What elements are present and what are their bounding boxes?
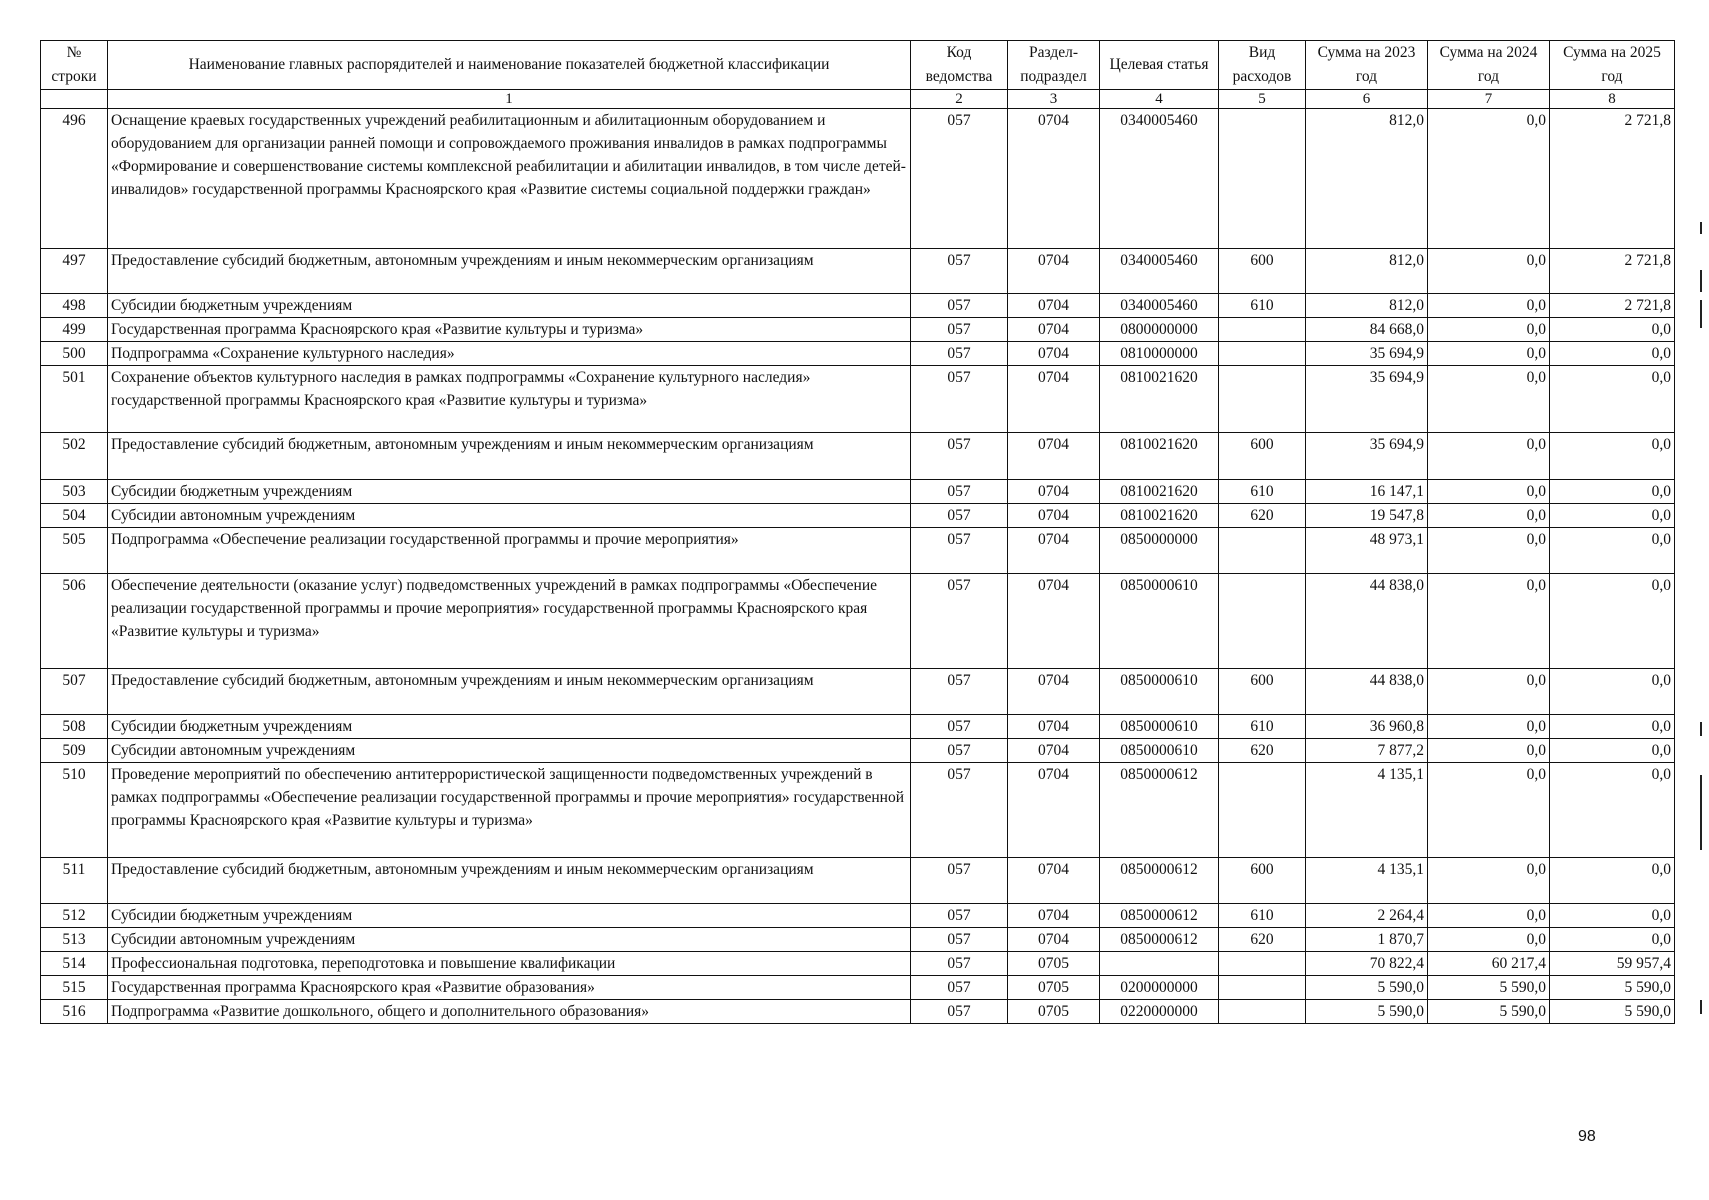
row-statya: 0810021620: [1100, 433, 1219, 480]
row-sum-2023: 19 547,8: [1306, 504, 1428, 528]
row-vid: 600: [1219, 669, 1306, 715]
row-sum-2024: 0,0: [1428, 574, 1550, 669]
row-vid: [1219, 574, 1306, 669]
header-vedomstvo: Код ведомства: [911, 41, 1008, 90]
column-number: 3: [1008, 90, 1100, 109]
row-sum-2025: 0,0: [1550, 669, 1675, 715]
row-sum-2025: 0,0: [1550, 366, 1675, 433]
row-vid: 610: [1219, 904, 1306, 928]
row-razdel: 0704: [1008, 366, 1100, 433]
row-sum-2023: 70 822,4: [1306, 952, 1428, 976]
row-vid: [1219, 763, 1306, 858]
row-sum-2025: 59 957,4: [1550, 952, 1675, 976]
row-number: 512: [41, 904, 108, 928]
table-row: [41, 528, 1675, 574]
row-vedomstvo: 057: [911, 739, 1008, 763]
edge-mark: [1700, 1000, 1702, 1014]
row-vid: 620: [1219, 504, 1306, 528]
row-statya: 0850000612: [1100, 763, 1219, 858]
row-sum-2023: 5 590,0: [1306, 1000, 1428, 1024]
row-name: Подпрограмма «Развитие дошкольного, общего и дополнительного образования»: [108, 1000, 911, 1024]
row-statya: 0810021620: [1100, 480, 1219, 504]
row-razdel: 0704: [1008, 433, 1100, 480]
table-row: [41, 574, 1675, 669]
row-statya: 0850000612: [1100, 904, 1219, 928]
row-vedomstvo: 057: [911, 904, 1008, 928]
column-number: 4: [1100, 90, 1219, 109]
row-name: Субсидии бюджетным учреждениям: [108, 294, 911, 318]
row-vedomstvo: 057: [911, 976, 1008, 1000]
table-row: [41, 318, 1675, 342]
table-row: [41, 249, 1675, 294]
row-number: 503: [41, 480, 108, 504]
table-header: [41, 41, 1675, 109]
header-razdel: Раздел-подраздел: [1008, 41, 1100, 90]
row-sum-2025: 0,0: [1550, 904, 1675, 928]
table-row: [41, 976, 1675, 1000]
column-number: 6: [1306, 90, 1428, 109]
row-razdel: 0704: [1008, 480, 1100, 504]
row-sum-2024: 0,0: [1428, 715, 1550, 739]
row-number: 510: [41, 763, 108, 858]
row-name: Государственная программа Красноярского края «Развитие культуры и туризма»: [108, 318, 911, 342]
row-sum-2023: 4 135,1: [1306, 858, 1428, 904]
row-statya: [1100, 952, 1219, 976]
row-name: Субсидии автономным учреждениям: [108, 504, 911, 528]
row-sum-2024: 0,0: [1428, 528, 1550, 574]
table-body: [41, 109, 1675, 1024]
row-razdel: 0704: [1008, 528, 1100, 574]
header-sum-2025: Сумма на 2025 год: [1550, 41, 1675, 90]
row-sum-2024: 0,0: [1428, 318, 1550, 342]
row-statya: 0340005460: [1100, 249, 1219, 294]
edge-mark: [1700, 722, 1702, 736]
table-row: [41, 1000, 1675, 1024]
row-vedomstvo: 057: [911, 858, 1008, 904]
row-vedomstvo: 057: [911, 574, 1008, 669]
row-sum-2024: 0,0: [1428, 109, 1550, 249]
edge-mark: [1700, 222, 1702, 234]
row-sum-2023: 48 973,1: [1306, 528, 1428, 574]
row-name: Подпрограмма «Обеспечение реализации государственной программы и прочие мероприятия»: [108, 528, 911, 574]
header-statya: Целевая статья: [1100, 41, 1219, 90]
row-vid: 610: [1219, 480, 1306, 504]
row-vid: 600: [1219, 249, 1306, 294]
row-sum-2024: 5 590,0: [1428, 1000, 1550, 1024]
table-row: [41, 715, 1675, 739]
column-number: 1: [108, 90, 911, 109]
header-name: Наименование главных распорядителей и наименование показателей бюджетной классификации: [108, 41, 911, 90]
row-name: Обеспечение деятельности (оказание услуг) подведомственных учреждений в рамках подпрограммы «Обеспечение реализации государственной программы и прочие мероприятия» государственной программы Красноярского края «Развитие культуры и туризма»: [108, 574, 911, 669]
row-sum-2025: 5 590,0: [1550, 1000, 1675, 1024]
column-number: 5: [1219, 90, 1306, 109]
table-row: [41, 480, 1675, 504]
row-number: 515: [41, 976, 108, 1000]
row-sum-2024: 0,0: [1428, 763, 1550, 858]
header-row: [41, 41, 1675, 90]
row-name: Субсидии бюджетным учреждениям: [108, 715, 911, 739]
row-statya: 0850000000: [1100, 528, 1219, 574]
row-name: Подпрограмма «Сохранение культурного наследия»: [108, 342, 911, 366]
row-number: 507: [41, 669, 108, 715]
row-vedomstvo: 057: [911, 763, 1008, 858]
row-statya: 0810021620: [1100, 504, 1219, 528]
row-sum-2023: 44 838,0: [1306, 669, 1428, 715]
row-vedomstvo: 057: [911, 433, 1008, 480]
row-vid: [1219, 318, 1306, 342]
row-sum-2024: 0,0: [1428, 249, 1550, 294]
table-row: [41, 366, 1675, 433]
row-sum-2025: 0,0: [1550, 739, 1675, 763]
header-row-number: № строки: [41, 41, 108, 90]
row-statya: 0810021620: [1100, 366, 1219, 433]
table-row: [41, 904, 1675, 928]
row-sum-2025: 0,0: [1550, 342, 1675, 366]
row-razdel: 0704: [1008, 715, 1100, 739]
row-sum-2025: 2 721,8: [1550, 109, 1675, 249]
row-number: 506: [41, 574, 108, 669]
row-razdel: 0705: [1008, 1000, 1100, 1024]
row-vid: 620: [1219, 739, 1306, 763]
header-vid: Вид расходов: [1219, 41, 1306, 90]
row-statya: 0850000612: [1100, 858, 1219, 904]
row-statya: 0850000610: [1100, 715, 1219, 739]
row-sum-2024: 0,0: [1428, 669, 1550, 715]
row-sum-2023: 16 147,1: [1306, 480, 1428, 504]
row-razdel: 0704: [1008, 928, 1100, 952]
row-sum-2025: 2 721,8: [1550, 249, 1675, 294]
row-razdel: 0704: [1008, 904, 1100, 928]
row-sum-2023: 812,0: [1306, 109, 1428, 249]
row-vid: 620: [1219, 928, 1306, 952]
row-vid: [1219, 952, 1306, 976]
row-number: 511: [41, 858, 108, 904]
table-row: [41, 763, 1675, 858]
row-statya: 0850000610: [1100, 574, 1219, 669]
row-name: Предоставление субсидий бюджетным, автономным учреждениям и иным некоммерческим организациям: [108, 433, 911, 480]
row-sum-2024: 0,0: [1428, 904, 1550, 928]
row-vid: 600: [1219, 858, 1306, 904]
table-row: [41, 928, 1675, 952]
row-sum-2025: 0,0: [1550, 318, 1675, 342]
table-row: [41, 433, 1675, 480]
column-number: [41, 90, 108, 109]
row-sum-2023: 812,0: [1306, 294, 1428, 318]
row-sum-2025: 2 721,8: [1550, 294, 1675, 318]
column-number: 8: [1550, 90, 1675, 109]
row-name: Предоставление субсидий бюджетным, автономным учреждениям и иным некоммерческим организациям: [108, 858, 911, 904]
table-row: [41, 669, 1675, 715]
row-vedomstvo: 057: [911, 715, 1008, 739]
table-row: [41, 109, 1675, 249]
row-statya: 0800000000: [1100, 318, 1219, 342]
row-sum-2024: 0,0: [1428, 504, 1550, 528]
row-number: 496: [41, 109, 108, 249]
row-vedomstvo: 057: [911, 318, 1008, 342]
table-row: [41, 858, 1675, 904]
row-number: 505: [41, 528, 108, 574]
row-razdel: 0705: [1008, 952, 1100, 976]
row-sum-2023: 35 694,9: [1306, 342, 1428, 366]
row-sum-2025: 5 590,0: [1550, 976, 1675, 1000]
row-vid: [1219, 109, 1306, 249]
row-razdel: 0704: [1008, 109, 1100, 249]
row-vid: [1219, 342, 1306, 366]
row-statya: 0220000000: [1100, 1000, 1219, 1024]
row-razdel: 0704: [1008, 504, 1100, 528]
row-vedomstvo: 057: [911, 294, 1008, 318]
row-number: 516: [41, 1000, 108, 1024]
row-vid: 610: [1219, 715, 1306, 739]
column-number: 2: [911, 90, 1008, 109]
row-statya: 0850000610: [1100, 739, 1219, 763]
row-razdel: 0704: [1008, 574, 1100, 669]
row-vedomstvo: 057: [911, 528, 1008, 574]
row-sum-2023: 35 694,9: [1306, 366, 1428, 433]
row-number: 497: [41, 249, 108, 294]
row-sum-2023: 35 694,9: [1306, 433, 1428, 480]
row-sum-2023: 84 668,0: [1306, 318, 1428, 342]
row-number: 514: [41, 952, 108, 976]
row-name: Профессиональная подготовка, переподготовка и повышение квалификации: [108, 952, 911, 976]
row-sum-2023: 1 870,7: [1306, 928, 1428, 952]
row-number: 513: [41, 928, 108, 952]
row-name: Предоставление субсидий бюджетным, автономным учреждениям и иным некоммерческим организациям: [108, 669, 911, 715]
row-sum-2023: 44 838,0: [1306, 574, 1428, 669]
table-row: [41, 504, 1675, 528]
row-sum-2025: 0,0: [1550, 763, 1675, 858]
table-row: [41, 739, 1675, 763]
row-sum-2025: 0,0: [1550, 928, 1675, 952]
edge-mark: [1700, 270, 1702, 292]
row-vid: [1219, 366, 1306, 433]
row-vid: [1219, 976, 1306, 1000]
row-sum-2024: 0,0: [1428, 366, 1550, 433]
row-name: Субсидии автономным учреждениям: [108, 739, 911, 763]
row-sum-2025: 0,0: [1550, 528, 1675, 574]
row-vid: [1219, 1000, 1306, 1024]
row-vedomstvo: 057: [911, 109, 1008, 249]
row-sum-2025: 0,0: [1550, 433, 1675, 480]
row-sum-2023: 2 264,4: [1306, 904, 1428, 928]
row-razdel: 0704: [1008, 294, 1100, 318]
table-row: [41, 342, 1675, 366]
row-number: 509: [41, 739, 108, 763]
column-number-row: [41, 90, 1675, 109]
row-sum-2025: 0,0: [1550, 715, 1675, 739]
row-sum-2024: 0,0: [1428, 433, 1550, 480]
row-name: Государственная программа Красноярского края «Развитие образования»: [108, 976, 911, 1000]
row-razdel: 0704: [1008, 318, 1100, 342]
row-statya: 0340005460: [1100, 109, 1219, 249]
row-sum-2024: 0,0: [1428, 342, 1550, 366]
row-statya: 0850000612: [1100, 928, 1219, 952]
row-sum-2023: 7 877,2: [1306, 739, 1428, 763]
header-sum-2023: Сумма на 2023 год: [1306, 41, 1428, 90]
edge-mark: [1700, 775, 1702, 850]
row-vedomstvo: 057: [911, 952, 1008, 976]
row-number: 508: [41, 715, 108, 739]
row-vedomstvo: 057: [911, 504, 1008, 528]
header-sum-2024: Сумма на 2024 год: [1428, 41, 1550, 90]
row-vedomstvo: 057: [911, 366, 1008, 433]
row-vedomstvo: 057: [911, 928, 1008, 952]
edge-mark: [1700, 300, 1702, 328]
row-razdel: 0704: [1008, 739, 1100, 763]
row-name: Оснащение краевых государственных учреждений реабилитационным и абилитационным оборудованием и оборудованием для организации ранней помощи и сопровождаемого проживания инвалидов в рамках подпрограммы «Формирование и совершенствование системы комплексной реабилитации и абилитации инвалидов, в том числе детей-инвалидов» государственной программы Красноярского края «Развитие системы социальной поддержки граждан»: [108, 109, 911, 249]
row-name: Сохранение объектов культурного наследия в рамках подпрограммы «Сохранение культурного наследия» государственной программы Красноярского края «Развитие культуры и туризма»: [108, 366, 911, 433]
row-sum-2023: 36 960,8: [1306, 715, 1428, 739]
row-sum-2024: 0,0: [1428, 928, 1550, 952]
row-statya: 0340005460: [1100, 294, 1219, 318]
row-vedomstvo: 057: [911, 1000, 1008, 1024]
row-razdel: 0705: [1008, 976, 1100, 1000]
row-number: 500: [41, 342, 108, 366]
budget-table-sheet: [40, 40, 1675, 1024]
row-number: 501: [41, 366, 108, 433]
row-vedomstvo: 057: [911, 480, 1008, 504]
row-sum-2025: 0,0: [1550, 480, 1675, 504]
row-razdel: 0704: [1008, 249, 1100, 294]
row-sum-2024: 0,0: [1428, 858, 1550, 904]
row-number: 502: [41, 433, 108, 480]
row-razdel: 0704: [1008, 342, 1100, 366]
row-name: Субсидии бюджетным учреждениям: [108, 904, 911, 928]
row-name: Субсидии бюджетным учреждениям: [108, 480, 911, 504]
row-sum-2025: 0,0: [1550, 858, 1675, 904]
table-row: [41, 294, 1675, 318]
row-sum-2023: 812,0: [1306, 249, 1428, 294]
row-statya: 0850000610: [1100, 669, 1219, 715]
row-number: 498: [41, 294, 108, 318]
row-name: Предоставление субсидий бюджетным, автономным учреждениям и иным некоммерческим организациям: [108, 249, 911, 294]
row-razdel: 0704: [1008, 763, 1100, 858]
row-vedomstvo: 057: [911, 342, 1008, 366]
row-statya: 0200000000: [1100, 976, 1219, 1000]
row-razdel: 0704: [1008, 669, 1100, 715]
row-sum-2024: 60 217,4: [1428, 952, 1550, 976]
row-sum-2024: 5 590,0: [1428, 976, 1550, 1000]
row-sum-2023: 4 135,1: [1306, 763, 1428, 858]
row-vedomstvo: 057: [911, 669, 1008, 715]
column-number: 7: [1428, 90, 1550, 109]
row-name: Субсидии автономным учреждениям: [108, 928, 911, 952]
row-number: 499: [41, 318, 108, 342]
row-sum-2025: 0,0: [1550, 504, 1675, 528]
row-vid: 610: [1219, 294, 1306, 318]
row-statya: 0810000000: [1100, 342, 1219, 366]
row-name: Проведение мероприятий по обеспечению антитеррористической защищенности подведомственных учреждений в рамках подпрограммы «Обеспечение реализации государственной программы и прочие мероприятия» государственной программы Красноярского края «Развитие культуры и туризма»: [108, 763, 911, 858]
row-sum-2024: 0,0: [1428, 294, 1550, 318]
row-vedomstvo: 057: [911, 249, 1008, 294]
row-razdel: 0704: [1008, 858, 1100, 904]
row-sum-2024: 0,0: [1428, 480, 1550, 504]
table-row: [41, 952, 1675, 976]
row-sum-2024: 0,0: [1428, 739, 1550, 763]
row-sum-2025: 0,0: [1550, 574, 1675, 669]
row-number: 504: [41, 504, 108, 528]
budget-table: [40, 40, 1675, 1024]
row-vid: [1219, 528, 1306, 574]
row-vid: 600: [1219, 433, 1306, 480]
page-number: 98: [1578, 1128, 1596, 1145]
row-sum-2023: 5 590,0: [1306, 976, 1428, 1000]
